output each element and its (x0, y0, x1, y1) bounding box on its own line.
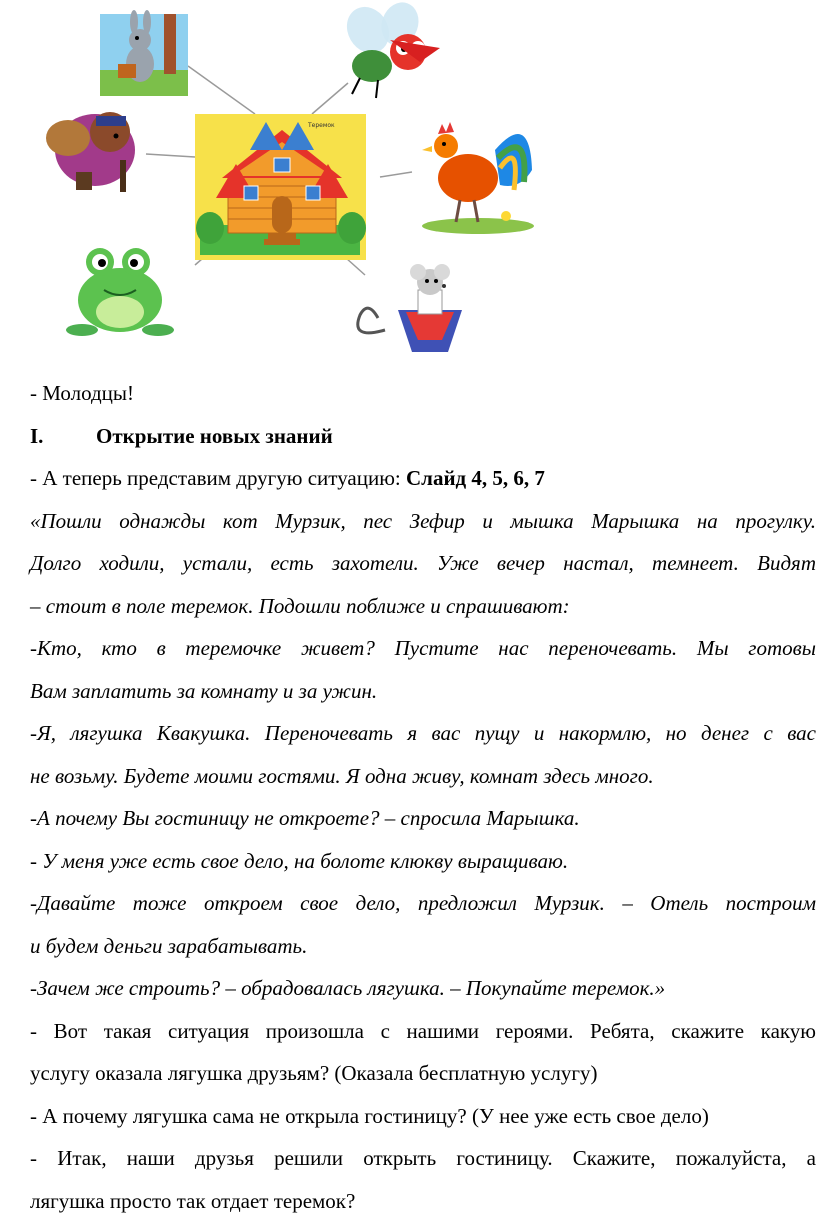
story-line: Долго ходили, устали, есть захотели. Уже вечер настал, темнеет. Видят (30, 551, 816, 575)
story-line: - У меня уже есть свое дело, на болоте клюкву выращиваю. (30, 848, 569, 873)
story-line: «Пошли однажды кот Мурзик, пес Зефир и мышка Марышка на прогулку. (30, 508, 816, 533)
story-line: не возьму. Будете моими гостями. Я одна живу, комнат здесь много. (30, 763, 654, 788)
rooster-image (418, 116, 536, 234)
slide-reference: Слайд 4, 5, 6, 7 (406, 466, 545, 490)
rabbit-image (100, 10, 188, 96)
fly-image (339, 0, 440, 98)
question-line: - А почему лягушка сама не открыла гостиницу? (У нее уже есть свое дело) (30, 1103, 709, 1128)
mouse-image (358, 264, 462, 352)
story-line: -Зачем же строить? – обрадовалась лягушка. – Покупайте теремок.» (30, 976, 666, 1000)
section-heading (30, 415, 816, 458)
story-line: -Давайте тоже откроем свое дело, предложил Мурзик. – Отель построим (30, 891, 816, 915)
section-number: I. (30, 423, 44, 448)
story-line: и будем деньги зарабатывать. (30, 933, 308, 958)
bear-image (46, 112, 135, 192)
story-line: Вам заплатить за комнату и за ужин. (30, 678, 378, 703)
story-line: -А почему Вы гостиницу не откроете? – спросила Марышка. (30, 806, 580, 830)
question-line: - Вот такая ситуация произошла с нашими героями. Ребята, скажите какую (30, 1018, 816, 1043)
situation-line (30, 457, 816, 500)
teremok-illustration (0, 0, 816, 360)
question-line: - Итак, наши друзья решили открыть гостиницу. Скажите, пожалуйста, а (30, 1146, 816, 1170)
story-line: -Я, лягушка Квакушка. Переночевать я вас пущу и накормлю, но денег с вас (30, 721, 816, 745)
story-line: – стоит в поле теремок. Подошли поближе и спрашивают: (30, 593, 570, 618)
praise-line: - Молодцы! (30, 381, 135, 405)
document-text (30, 372, 816, 1222)
house-sign: Теремок (308, 122, 335, 129)
question-line: услугу оказала лягушка друзьям? (Оказала бесплатную услугу) (30, 1061, 598, 1085)
story-line: -Кто, кто в теремочке живет? Пустите нас переночевать. Мы готовы (30, 636, 816, 660)
house-teremok-image (195, 114, 366, 260)
question-line: лягушка просто так отдает теремок? (30, 1188, 356, 1213)
situation-text: - А теперь представим другую ситуацию: (30, 466, 406, 490)
frog-image (66, 248, 174, 336)
section-title: Открытие новых знаний (96, 423, 333, 448)
